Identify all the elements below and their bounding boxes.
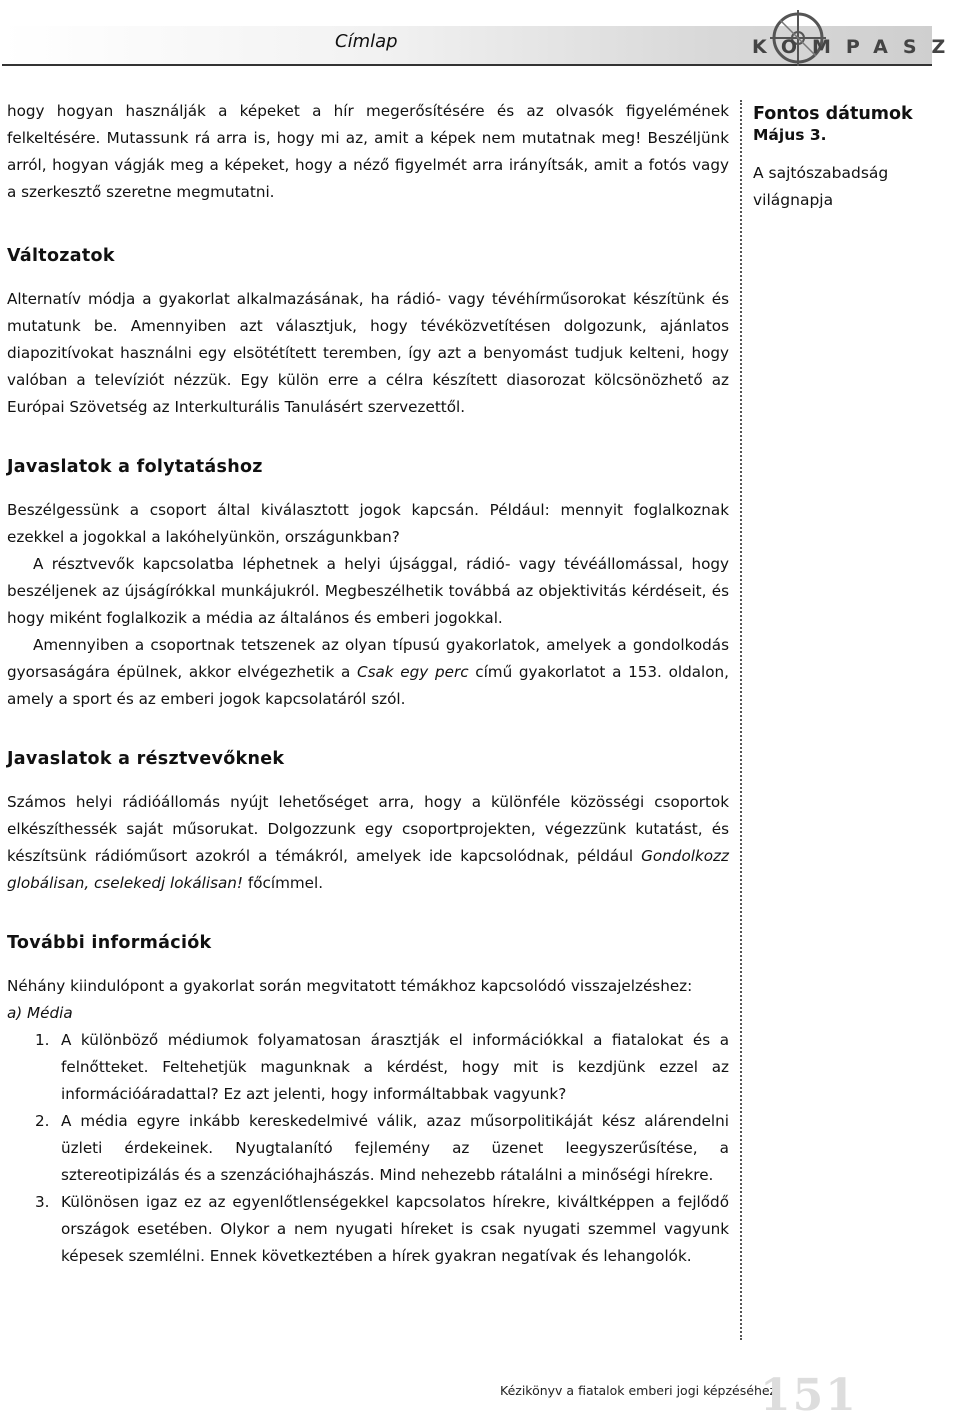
followup-p3-text-b: című gyakorlatot a 153. oldalon, amely a sport és az emberi jogok kapcsolatáról szól. <box>7 663 729 708</box>
followup-p3-text-a: Amennyiben a csoportnak tetszenek az olyan típusú gyakorlatok, amelyek a gondolkodás gyorsaságára épülnek, akkor elvégezhetik a <box>7 636 729 681</box>
followup-heading: Javaslatok a folytatáshoz <box>7 457 263 477</box>
participants-heading: Javaslatok a résztvevőknek <box>7 749 285 769</box>
variants-heading: Változatok <box>7 246 115 266</box>
participants-text-a: Számos helyi rádióállomás nyújt lehetőséget arra, hogy a különféle közösségi csoportok elkészíthessék saját műsorukat. Dolgozzunk egy csoportprojekten, végezzünk kutatást, és készítsünk rádióműsort azokról a témákról, amelyek ide kapcsolódnak, például <box>7 793 729 865</box>
more-info-subheading: a) Média <box>7 1004 73 1022</box>
kompasz-logo-text: KOMPASZ <box>752 36 960 58</box>
sidebar-heading: Fontos dátumok <box>753 104 913 124</box>
page-title: Címlap <box>335 31 398 52</box>
participants-paragraph <box>7 789 729 897</box>
sidebar <box>753 104 953 214</box>
list-item-number: 2. <box>35 1112 50 1130</box>
followup-paragraph-1: Beszélgessünk a csoport által kiválasztott jogok kapcsán. Például: mennyit foglalkoznak ezekkel a jogokkal a lakóhelyünkön, országunkban? <box>7 501 729 546</box>
exercise-title: Csak egy perc <box>356 663 469 681</box>
program-title: Gondolkozz globálisan, cselekedj lokálisan! <box>7 847 729 892</box>
list-item-text: Különösen igaz ez az egyenlőtlenségekkel kapcsolatos hírekre, kiváltképpen a fejlődő országok esetében. Olykor a nem nyugati híreket is csak nyugati szemmel vagyunk képesek szemlélni. Ennek következtében a hírek gyakran negatívak és lehangolók. <box>61 1193 729 1265</box>
media-list <box>7 1027 729 1270</box>
variants-paragraph: Alternatív módja a gyakorlat alkalmazásának, ha rádió- vagy tévéhírműsorokat készítünk és mutatunk be. Amennyiben azt választjuk, hogy tévéközvetítésen dolgozunk, ajánlatos diapozitívokat használni egy elsötétített teremben, így azt a benyomást tudjuk kelteni, hogy valóban a televíziót nézzük. Egy külön erre a célra készített diasorozat kölcsönözhető az Európai Szövetség az Interkulturális Tanulásért szervezettől. <box>7 290 729 416</box>
intro-paragraph: hogy hogyan használják a képeket a hír megerősítésére és az olvasók figyelémének felkeltésére. Mutassunk rá arra is, hogy mi az, amit a képek nem mutatnak meg! Beszéljünk arról, hogyan vágják meg a képeket, hogy a néző figyelmét arra irányítsák, amit a fotós vagy a szerkesztő szeretne megmutatni. <box>7 102 729 201</box>
list-item-text: A különböző médiumok folyamatosan árasztják el információkkal a fiatalokat és a felnőtteket. Feltehetjük magunknak a kérdést, hogy mit is kezdjünk ezzel az információáradattal? Ez azt jelenti, hogy informáltabbak vagyunk? <box>61 1031 729 1103</box>
footer-text: Kézikönyv a fiatalok emberi jogi képzéséhez <box>500 1383 777 1398</box>
followup-paragraph-3 <box>7 632 729 713</box>
list-item <box>7 1108 729 1189</box>
more-info-heading: További információk <box>7 933 212 953</box>
list-item-number: 3. <box>35 1193 50 1211</box>
list-item <box>7 1027 729 1108</box>
sidebar-date: Május 3. <box>753 126 827 144</box>
list-item-text: A média egyre inkább kereskedelmivé válik, azaz műsorpolitikáját kész alárendelni üzleti érdekeinek. Nyugtalanító fejlemény az üzenet leegyszerűsítése, a sztereotipizálás és a szenzációhajhászás. Mind nehezebb rátalálni a minőségi hírekre. <box>61 1112 729 1184</box>
list-item-number: 1. <box>35 1031 50 1049</box>
more-info-intro: Néhány kiindulópont a gyakorlat során megvitatott témákhoz kapcsolódó visszajelzéshez: <box>7 977 693 995</box>
followup-paragraph-2: A résztvevők kapcsolatba léphetnek a helyi újsággal, rádió- vagy tévéállomással, hogy beszéljenek az újságírókkal munkájukról. Megbeszélhetik továbbá az objektivitás kérdéseit, és hogy miként foglalkozik a média az általános és emberi jogokkal. <box>7 555 729 627</box>
sidebar-divider <box>740 100 742 1340</box>
participants-text-b: főcímmel. <box>243 874 324 892</box>
sidebar-event: A sajtószabadság világnapja <box>753 164 889 209</box>
page-number: 151 <box>760 1370 858 1421</box>
list-item <box>7 1189 729 1270</box>
main-content <box>7 98 729 1270</box>
